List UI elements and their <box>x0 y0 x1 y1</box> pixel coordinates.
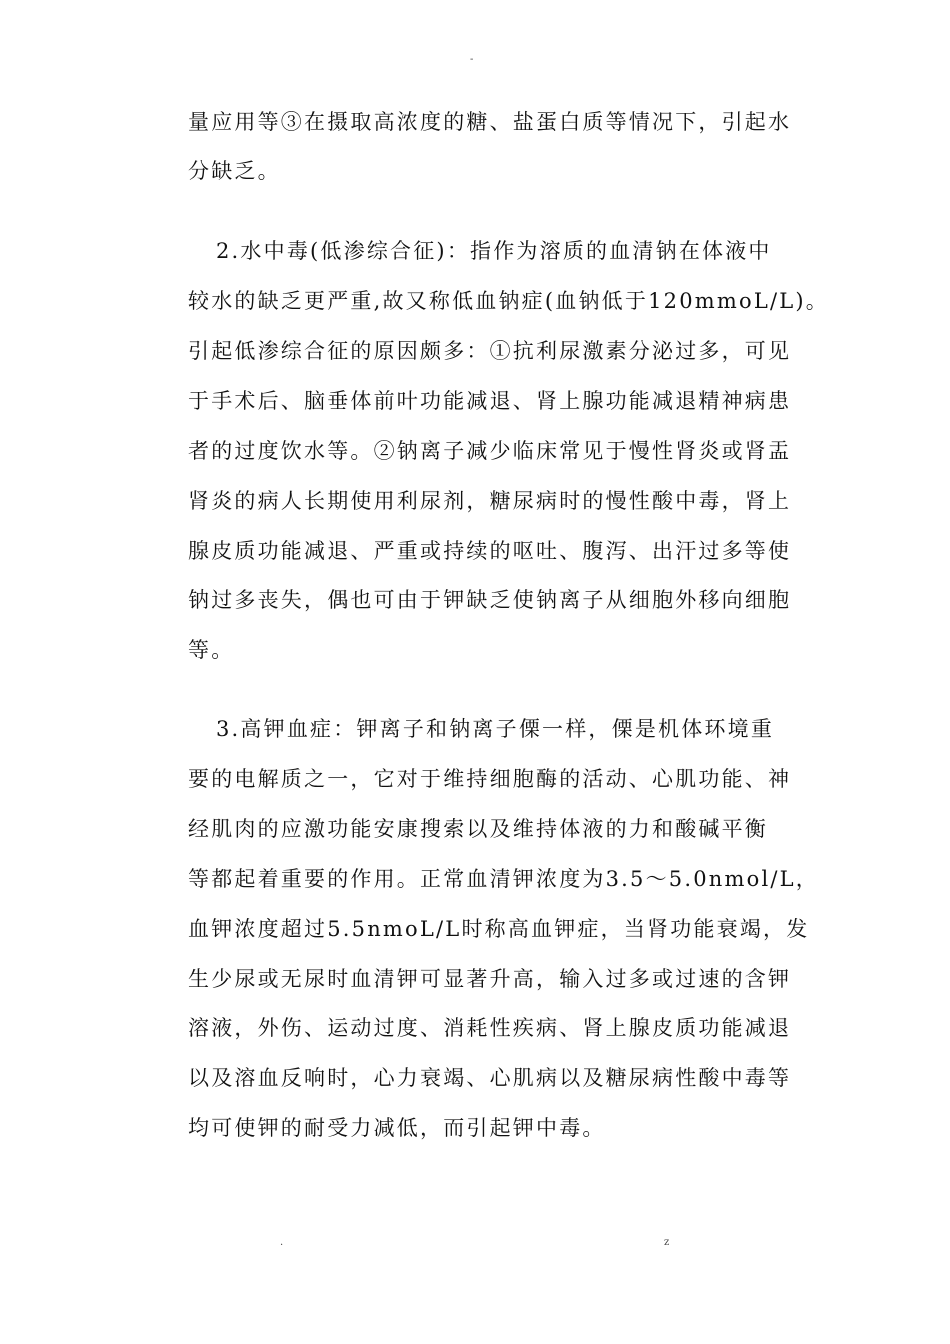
paragraph-3-line-7: 溶液，外伤、运动过度、消耗性疾病、肾上腺皮质功能减退 <box>188 1016 792 1040</box>
paragraph-2-line-9: 等。 <box>188 638 235 662</box>
paragraph-2-line-4: 于手术后、脑垂体前叶功能减退、肾上腺功能减退精神病患 <box>188 389 792 413</box>
paragraph-3-line-2: 要的电解质之一，它对于维持细胞酶的活动、心肌功能、神 <box>188 767 792 791</box>
paragraph-3-line-4: 等都起着重要的作用。正常血清钾浓度为3.5～5.0nmol/L， <box>188 867 820 891</box>
page-header-mark: - <box>470 54 474 65</box>
paragraph-3-line-8: 以及溶血反响时，心力衰竭、心肌病以及糖尿病性酸中毒等 <box>188 1066 792 1090</box>
paragraph-2-line-1: 2.水中毒(低渗综合征)：指作为溶质的血清钠在体液中 <box>216 239 772 263</box>
paragraph-2-line-5: 者的过度饮水等。②钠离子减少临床常见于慢性肾炎或肾盂 <box>188 439 792 463</box>
paragraph-1-line-1: 量应用等③在摄取高浓度的糖、盐蛋白质等情况下，引起水 <box>188 110 792 134</box>
paragraph-3-line-9: 均可使钾的耐受力减低，而引起钾中毒。 <box>188 1116 606 1140</box>
page-footer-left-mark: . <box>280 1237 284 1248</box>
paragraph-2-line-8: 钠过多丧失，偶也可由于钾缺乏使钠离子从细胞外移向细胞 <box>188 588 792 612</box>
paragraph-2-line-7: 腺皮质功能减退、严重或持续的呕吐、腹泻、出汗过多等使 <box>188 539 792 563</box>
paragraph-2-line-3: 引起低渗综合征的原因颇多：①抗利尿激素分泌过多，可见 <box>188 339 792 363</box>
paragraph-3-line-1: 3.高钾血症：钾离子和钠离子傈一样，傈是机体环境重 <box>216 717 775 741</box>
paragraph-1-line-2: 分缺乏。 <box>188 159 281 183</box>
paragraph-3-line-3: 经肌肉的应激功能安康搜索以及维持体液的力和酸碱平衡 <box>188 817 768 841</box>
page-footer-right-mark: z <box>664 1237 670 1248</box>
paragraph-3-line-6: 生少尿或无尿时血清钾可显著升高，输入过多或过速的含钾 <box>188 967 792 991</box>
paragraph-2-line-2: 较水的缺乏更严重,故又称低血钠症(血钠低于120mmoL/L)。 <box>188 289 829 313</box>
paragraph-2-line-6: 肾炎的病人长期使用利尿剂，糖尿病时的慢性酸中毒，肾上 <box>188 489 792 513</box>
paragraph-3-line-5: 血钾浓度超过5.5nmoL/L时称高血钾症，当肾功能衰竭，发 <box>188 917 810 941</box>
